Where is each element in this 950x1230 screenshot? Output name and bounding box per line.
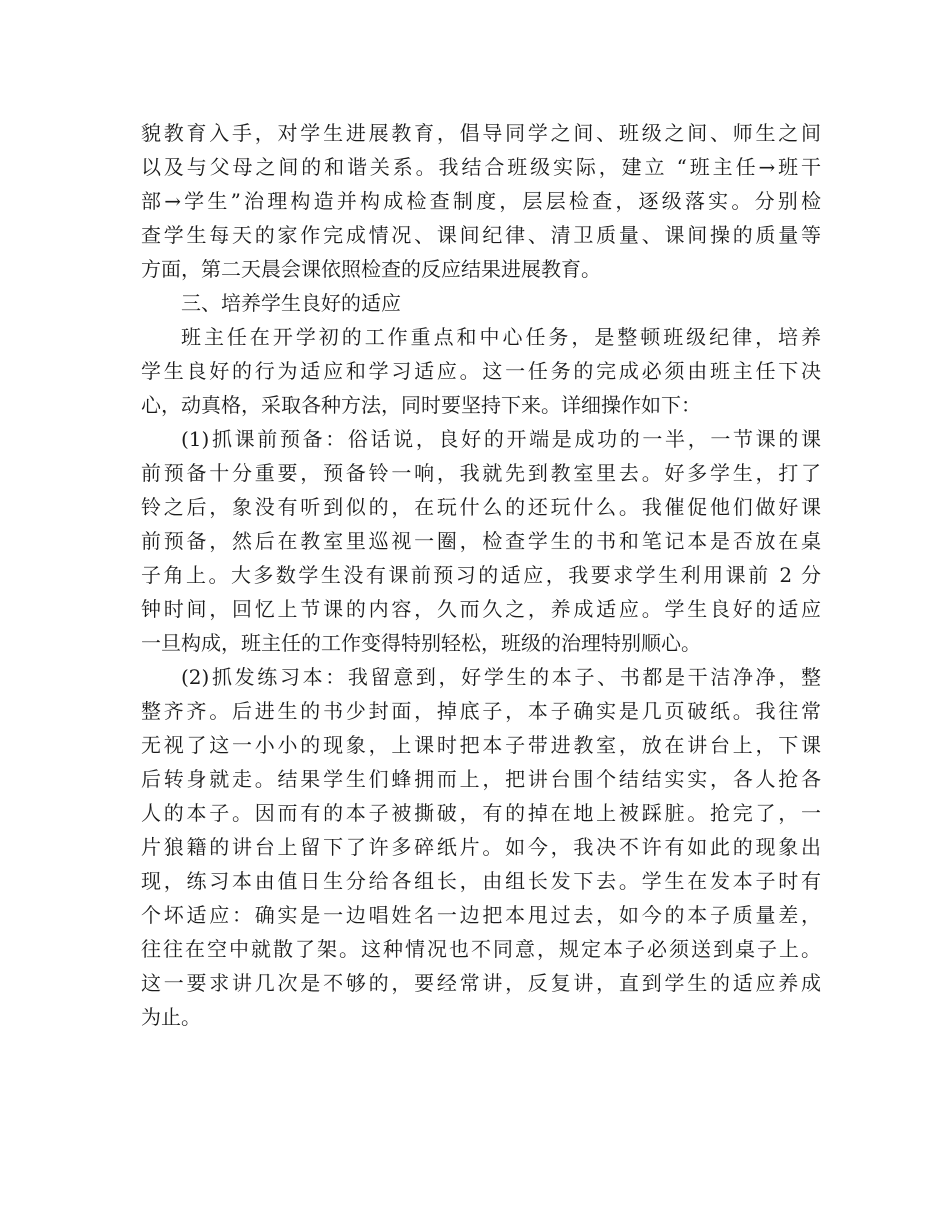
text-line: 查学生每天的家作完成情况、课间纪律、清卫质量、课间操的质量等 xyxy=(141,223,821,247)
text-line: 现，练习本由值日生分给各组长，由组长发下去。学生在发本子时有 xyxy=(141,869,821,893)
section-heading: 三、培养学生良好的适应 xyxy=(181,291,401,315)
text-line: 一旦构成，班主任的工作变得特别轻松，班级的治理特别顺心。 xyxy=(141,631,701,655)
text-line: 铃之后，象没有听到似的，在玩什么的还玩什么。我催促他们做好课 xyxy=(141,495,821,519)
text-line: 前预备，然后在教室里巡视一圈，检查学生的书和笔记本是否放在桌 xyxy=(141,529,821,553)
text-line: 这一要求讲几次是不够的，要经常讲，反复讲，直到学生的适应养成 xyxy=(141,971,821,995)
text-line: 班主任在开学初的工作重点和中心任务，是整顿班级纪律，培养 xyxy=(181,325,821,349)
text-line: 子角上。大多数学生没有课前预习的适应，我要求学生利用课前 2 分 xyxy=(141,563,821,587)
text-line: 貌教育入手，对学生进展教育，倡导同学之间、班级之间、师生之间 xyxy=(141,121,821,145)
text-line: 人的本子。因而有的本子被撕破，有的掉在地上被踩脏。抢完了，一 xyxy=(141,801,821,825)
text-line: 后转身就走。结果学生们蜂拥而上，把讲台围个结结实实，各人抢各 xyxy=(141,767,821,791)
text-line: 为止。 xyxy=(141,1005,201,1029)
text-line: 整齐齐。后进生的书少封面，掉底子，本子确实是几页破纸。我往常 xyxy=(141,699,821,723)
text-line: 钟时间，回忆上节课的内容，久而久之，养成适应。学生良好的适应 xyxy=(141,597,821,621)
text-line: 片狼籍的讲台上留下了许多碎纸片。如今，我决不许有如此的现象出 xyxy=(141,835,821,859)
text-line: 无视了这一小小的现象，上课时把本子带进教室，放在讲台上，下课 xyxy=(141,733,821,757)
text-line: 前预备十分重要，预备铃一响，我就先到教室里去。好多学生，打了 xyxy=(141,461,821,485)
text-line: 心，动真格，采取各种方法，同时要坚持下来。详细操作如下： xyxy=(141,393,701,417)
text-line: (2)抓发练习本：我留意到，好学生的本子、书都是干洁净净，整 xyxy=(181,665,821,689)
text-line: 学生良好的行为适应和学习适应。这一任务的完成必须由班主任下决 xyxy=(141,359,821,383)
text-line: 以及与父母之间的和谐关系。我结合班级实际，建立 “班主任→班干 xyxy=(141,155,821,179)
text-line: 部→学生”治理构造并构成检查制度，层层检查，逐级落实。分别检 xyxy=(141,189,821,213)
body-text xyxy=(141,116,821,1034)
text-line: 方面，第二天晨会课依照检查的反应结果进展教育。 xyxy=(141,257,601,281)
text-line: 个坏适应：确实是一边唱姓名一边把本甩过去，如今的本子质量差， xyxy=(141,903,821,927)
text-line: (1)抓课前预备：俗话说，良好的开端是成功的一半，一节课的课 xyxy=(181,427,821,451)
text-line: 往往在空中就散了架。这种情况也不同意，规定本子必须送到桌子上。 xyxy=(141,937,821,961)
